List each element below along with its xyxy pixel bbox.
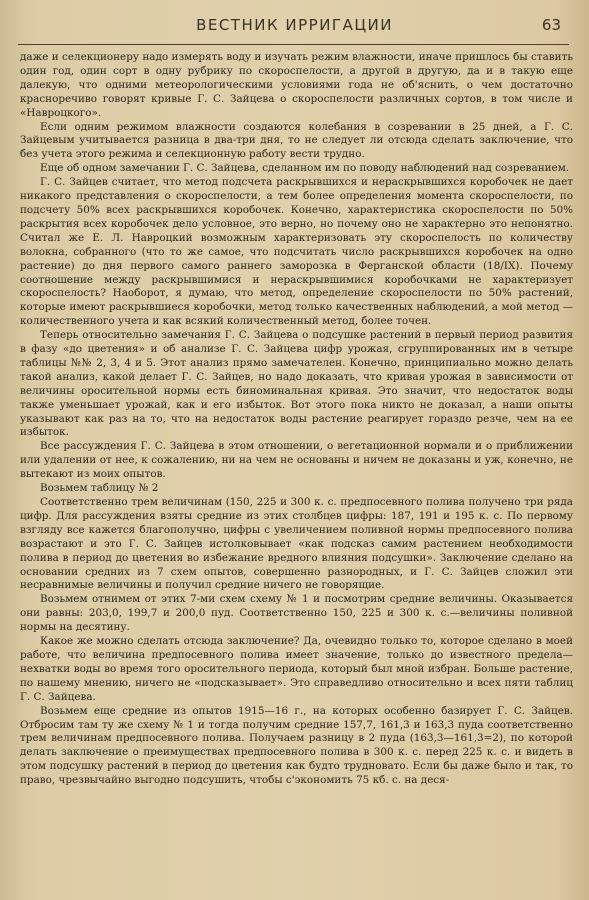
paragraph: Возьмем таблицу № 2 [40,482,159,495]
article-body [20,51,573,788]
header-rule [18,44,569,45]
journal-title: ВЕСТНИК ИРРИГАЦИИ [196,16,393,34]
paragraph: Теперь относительно замечания Г. С. Зайцева о подсушке растений в первый период развития в фазу «до цветения» и об анализе Г. С. Зайцева цифр урожая, сгруппированных им в четыре таблицы №№ 2, 3, 4 и 5. Этот анализ прямо замечателен. Конечно, принципиально можно делать такой анализ, какой делает Г. С. Зайцев, но надо доказать, что кривая урожая в зависимости от величины оросительной нормы есть биноминальная кривая. Это значит, что недостаток воды также уменьшает урожай, как и его избыток. Вот этого пока никто не доказал, а наши опыты указывают как раз на то, что на недостаток воды растение реагирует гораздо резче, чем на ее избыток. [20,329,573,439]
page-number: 63 [541,16,561,34]
paragraph: даже и селекционеру надо измерять воду и изучать режим влажности, иначе пришлось бы ставить один год, один сорт в одну рубрику по скороспелости, а другой в другую, да и в такую еще далекую, что одними метеорологическими условиями года не об'яснить, о чем достаточно красноречиво говорят кривые Г. С. Зайцева о скороспелости различных сортов, в том числе и «Навроцкого». [20,51,573,119]
paragraph: Возьмем еще средние из опытов 1915—16 г., на которых особенно базирует Г. С. Зайцев. Отбросим там ту же схему № 1 и тогда получим средние 157,7, 161,3 и 163,3 пуда соответственно трем величинам предпосевного полива. Получаем разницу в 2 пуда (163,3—161,3=2), по которой делать заключение о преимуществах предпосевного полива в 300 к. с. перед 225 к. с. и видеть в этом подсушку растений в период до цветения как будто трудновато. Если бы даже было и так, то право, чрезвычайно выгодно подсушить, чтобы с'экономить 75 кб. с. на деся- [20,704,573,787]
paragraph: Соответственно трем величинам (150, 225 и 300 к. с. предпосевного полива получено три ряда цифр. Для рассуждения взяты средние из этих столбцев цифры: 187, 191 и 195 к. с. По первому взгляду все кажется благополучно, цифры с увеличением поливной нормы предпосевного полива возрастают и это Г. С. Зайцев истолковывает «как подсказ самим растением необходимости полива в период до цветения во избежание вредного влияния подсушки». Заключение сделано на основании средних из 7 схем опытов, совершенно разнородных, и Г. С. Зайцев сложил эти несравнимые величины и получил средние ничего не говорящие. [20,496,573,592]
running-header [0,14,589,42]
paragraph: Если одним режимом влажности создаются колебания в созревании в 25 дней, а Г. С. Зайцевым учитывается разница в два-три дня, то не следует ли отсюда сделать заключение, что без учета этого режима и селекционную работу вести трудно. [20,120,573,161]
paragraph: Возьмем отнимем от этих 7-ми схем схему № 1 и посмотрим средние величины. Оказывается они равны: 203,0, 199,7 и 200,0 пуд. Соответственно 150, 225 и 300 к. с.—величины поливной нормы на десятину. [20,593,573,634]
paragraph: Все рассуждения Г. С. Зайцева в этом отношении, о вегетационной нормали и о приближении или удалении от нее, к сожалению, ни на чем не основаны и ничем не доказаны и уж, конечно, не вытекают из моих опытов. [20,440,573,481]
paragraph: Еще об одном замечании Г. С. Зайцева, сделанном им по поводу наблюдений над созреванием. [40,162,570,175]
paragraph: Г. С. Зайцев считает, что метод подсчета раскрывшихся и нераскрывшихся коробочек не дает никакого представления о скороспелости, а тем более определения момента скороспелости, по подсчету 50% всех раскрывшихся коробочек. Конечно, характеристика скороспелости по 50% раскрытия всех коробочек дело условное, это верно, но почему оно не характерно это непонятно. Считал же Е. Л. Навроцкий возможным характеризовать эту скороспелость по количеству волокна, собранного (что то же самое, что подсчитать число раскрывшихся коробочек на одно растение) до дня первого самого раннего заморозка в Ферганской области (18/IX). Почему соотношение между раскрывшимися и нераскрывшимися коробочками не характеризует скороспелость? Наоборот, я думаю, что метод, определение скороспелости по 50% растений, которые имеют раскрывшиеся коробочки, метод только качественных наблюдений, а мой метод — количественного учета и как всякий количественный метод, более точен. [20,176,573,328]
paragraph: Какое же можно сделать отсюда заключение? Да, очевидно только то, которое сделано в моей работе, что величина предпосевного полива имеет значение, только до известного предела—нехватки воды во время того оросительного периода, который был мной избран. Больше растение, по нашему мнению, ничего не «подсказывает». Это справедливо относительно и всех пяти таблиц Г. С. Зайцева. [20,635,573,703]
